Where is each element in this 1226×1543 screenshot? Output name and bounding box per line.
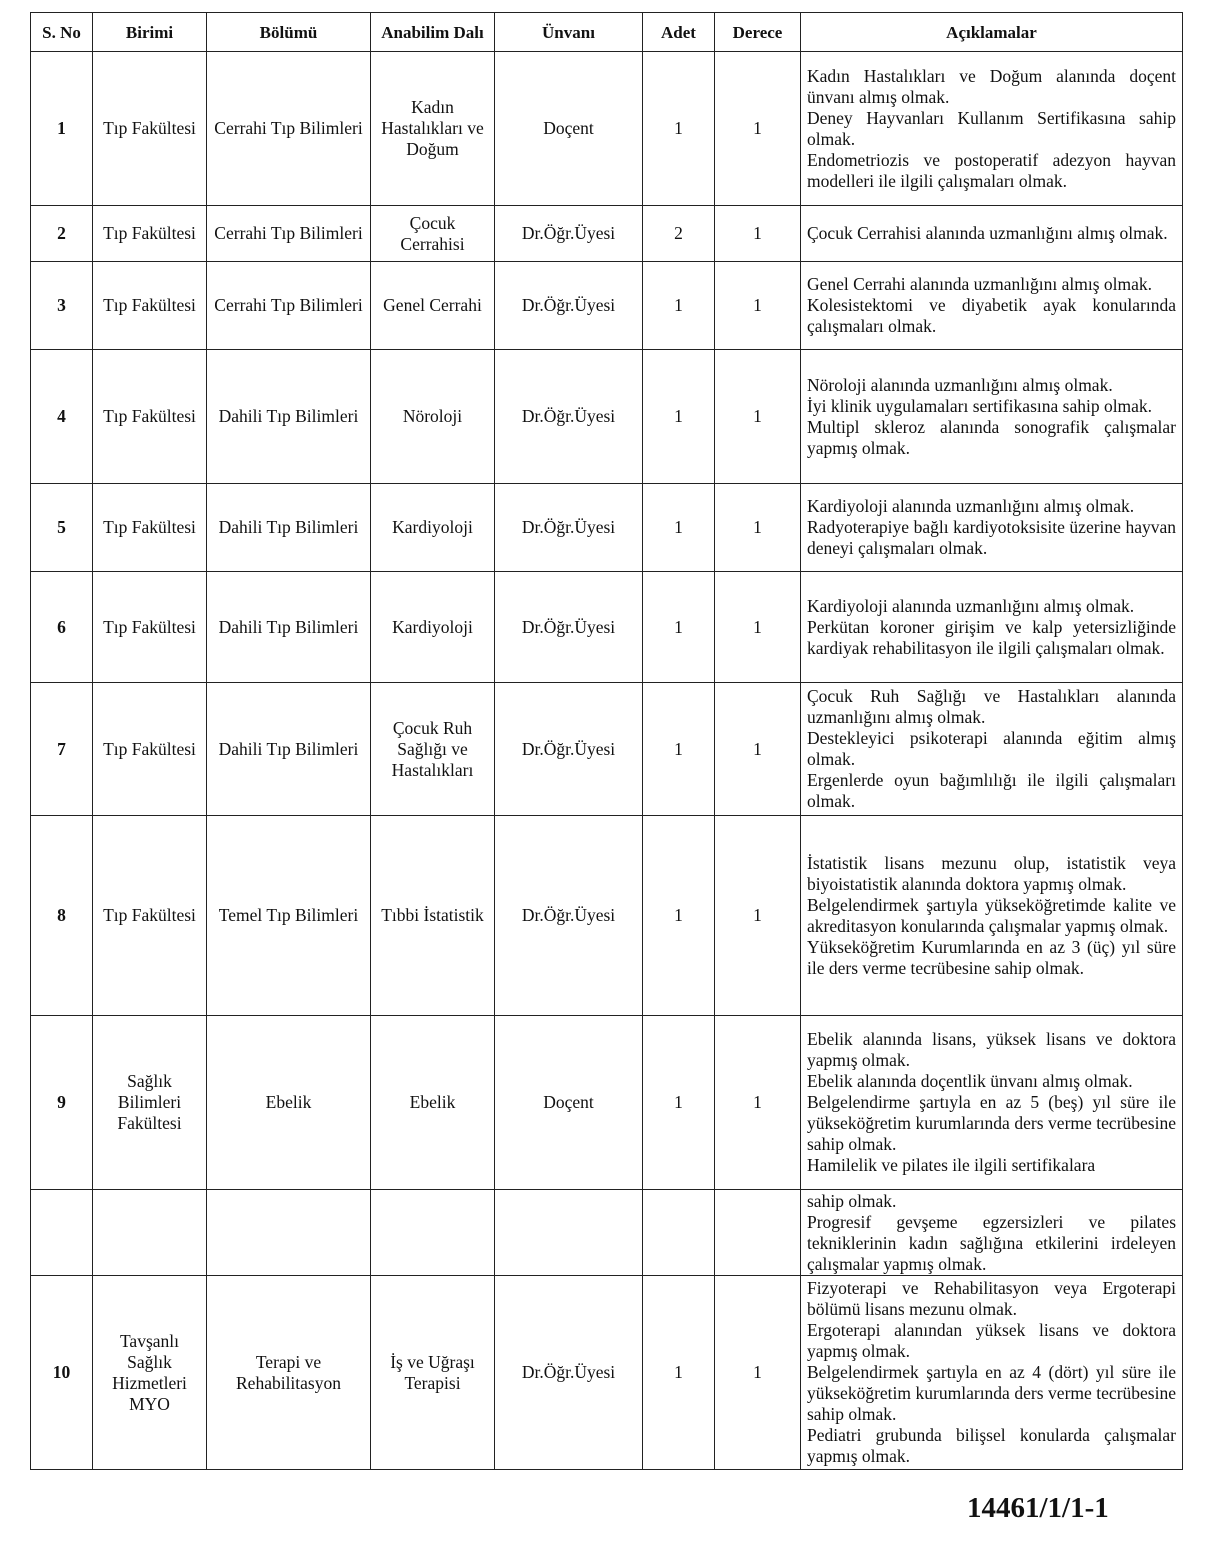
row-no: 1 <box>31 52 93 206</box>
row-derece: 1 <box>715 206 801 262</box>
row-derece: 1 <box>715 484 801 572</box>
desc-line: Pediatri grubunda bilişsel konularda çalışmalar yapmış olmak. <box>807 1425 1176 1466</box>
header-aciklamalar: Açıklamalar <box>801 13 1183 52</box>
document-code: 14461/1/1-1 <box>967 1492 1109 1524</box>
row-anabilim: İş ve Uğraşı Terapisi <box>371 1276 495 1470</box>
row-birimi: Tıp Fakültesi <box>93 683 207 816</box>
row-anabilim: Genel Cerrahi <box>371 262 495 350</box>
desc-line: sahip olmak. <box>807 1190 897 1211</box>
row-bolumu <box>207 1190 371 1276</box>
desc-line: Endometriozis ve postoperatif adezyon hayvan modelleri ile ilgili çalışmaları olmak. <box>807 149 1176 191</box>
row-description <box>801 572 1183 683</box>
table-row <box>31 1276 1183 1470</box>
desc-line: Çocuk Ruh Sağlığı ve Hastalıkları alanında uzmanlığını almış olmak. <box>807 686 1176 727</box>
desc-line: Belgelendirmek şartıyla yükseköğretimde kalite ve akreditasyon konularında çalışmalar yapmış olmak. <box>807 894 1176 936</box>
desc-line: İyi klinik uygulamaları sertifikasına sahip olmak. <box>807 395 1153 416</box>
desc-line: Belgelendirmek şartıyla en az 4 (dört) yıl süre ile yükseköğretim kurumlarında ders verme tecrübesine sahip olmak. <box>807 1362 1176 1424</box>
row-anabilim: Çocuk Ruh Sağlığı ve Hastalıkları <box>371 683 495 816</box>
desc-line: Ergoterapi alanından yüksek lisans ve doktora yapmış olmak. <box>807 1320 1176 1361</box>
row-description <box>801 1276 1183 1470</box>
row-no: 9 <box>31 1016 93 1190</box>
row-adet: 1 <box>643 350 715 484</box>
row-bolumu: Cerrahi Tıp Bilimleri <box>207 262 371 350</box>
table-row <box>31 262 1183 350</box>
row-adet: 1 <box>643 1016 715 1190</box>
row-adet: 1 <box>643 1276 715 1470</box>
desc-line: Progresif gevşeme egzersizleri ve pilates tekniklerinin kadın sağlığına etkilerini irdeleyen çalışmalar yapmış olmak. <box>807 1211 1176 1274</box>
row-adet: 1 <box>643 262 715 350</box>
desc-line: Radyoterapiye bağlı kardiyotoksisite üzerine hayvan deneyi çalışmaları olmak. <box>807 517 1176 558</box>
row-unvani: Dr.Öğr.Üyesi <box>495 262 643 350</box>
row-unvani <box>495 1190 643 1276</box>
row-birimi: Tıp Fakültesi <box>93 484 207 572</box>
row-adet: 1 <box>643 52 715 206</box>
row-birimi: Tıp Fakültesi <box>93 262 207 350</box>
row-bolumu: Ebelik <box>207 1016 371 1190</box>
table-row <box>31 572 1183 683</box>
row-no: 2 <box>31 206 93 262</box>
row-no: 5 <box>31 484 93 572</box>
row-birimi: Sağlık Bilimleri Fakültesi <box>93 1016 207 1190</box>
row-anabilim: Nöroloji <box>371 350 495 484</box>
header-birimi: Birimi <box>93 13 207 52</box>
table-row <box>31 484 1183 572</box>
row-birimi <box>93 1190 207 1276</box>
desc-line: Kardiyoloji alanında uzmanlığını almış olmak. <box>807 496 1135 516</box>
row-derece: 1 <box>715 683 801 816</box>
row-description <box>801 262 1183 350</box>
desc-line: Ebelik alanında lisans, yüksek lisans ve doktora yapmış olmak. <box>807 1029 1176 1070</box>
desc-line: Belgelendirme şartıyla en az 5 (beş) yıl süre ile yükseköğretim kurumlarında ders verme tecrübesine sahip olmak. <box>807 1092 1176 1154</box>
row-anabilim: Kardiyoloji <box>371 572 495 683</box>
header-unvani: Ünvanı <box>495 13 643 52</box>
row-anabilim: Ebelik <box>371 1016 495 1190</box>
header-derece: Derece <box>715 13 801 52</box>
row-no: 4 <box>31 350 93 484</box>
row-bolumu: Terapi ve Rehabilitasyon <box>207 1276 371 1470</box>
row-birimi: Tıp Fakültesi <box>93 816 207 1016</box>
row-derece: 1 <box>715 1016 801 1190</box>
row-anabilim: Kardiyoloji <box>371 484 495 572</box>
table-row <box>31 816 1183 1016</box>
desc-line: Fizyoterapi ve Rehabilitasyon veya Ergoterapi bölümü lisans mezunu olmak. <box>807 1278 1176 1319</box>
row-derece: 1 <box>715 816 801 1016</box>
row-derece: 1 <box>715 262 801 350</box>
table-row <box>31 206 1183 262</box>
row-description <box>801 350 1183 484</box>
row-unvani: Doçent <box>495 52 643 206</box>
row-description <box>801 484 1183 572</box>
row-unvani: Dr.Öğr.Üyesi <box>495 1276 643 1470</box>
row-unvani: Dr.Öğr.Üyesi <box>495 816 643 1016</box>
row-description <box>801 52 1183 206</box>
header-sno: S. No <box>31 13 93 52</box>
row-unvani: Dr.Öğr.Üyesi <box>495 206 643 262</box>
row-no: 10 <box>31 1276 93 1470</box>
row-derece: 1 <box>715 1276 801 1470</box>
row-bolumu: Temel Tıp Bilimleri <box>207 816 371 1016</box>
row-no <box>31 1190 93 1276</box>
row-derece: 1 <box>715 572 801 683</box>
desc-line: İstatistik lisans mezunu olup, istatistik veya biyoistatistik alanında doktora yapmış olmak. <box>807 852 1176 894</box>
row-bolumu: Dahili Tıp Bilimleri <box>207 350 371 484</box>
row-anabilim <box>371 1190 495 1276</box>
row-derece: 1 <box>715 350 801 484</box>
row-no: 6 <box>31 572 93 683</box>
row-description <box>801 1016 1183 1190</box>
desc-line: Perkütan koroner girişim ve kalp yetersizliğinde kardiyak rehabilitasyon ile ilgili çalışmaları olmak. <box>807 616 1176 658</box>
row-unvani: Doçent <box>495 1016 643 1190</box>
desc-line: Destekleyici psikoterapi alanında eğitim almış olmak. <box>807 728 1176 769</box>
row-unvani: Dr.Öğr.Üyesi <box>495 484 643 572</box>
table-row <box>31 350 1183 484</box>
desc-line: Nöroloji alanında uzmanlığını almış olmak. <box>807 374 1113 395</box>
row-anabilim: Çocuk Cerrahisi <box>371 206 495 262</box>
row-derece <box>715 1190 801 1276</box>
row-description <box>801 1190 1183 1276</box>
desc-line: Ergenlerde oyun bağımlılığı ile ilgili çalışmaları olmak. <box>807 770 1176 811</box>
desc-line: Multipl skleroz alanında sonografik çalışmalar yapmış olmak. <box>807 416 1176 458</box>
row-bolumu: Dahili Tıp Bilimleri <box>207 683 371 816</box>
row-bolumu: Cerrahi Tıp Bilimleri <box>207 52 371 206</box>
row-birimi: Tıp Fakültesi <box>93 350 207 484</box>
row-birimi: Tıp Fakültesi <box>93 52 207 206</box>
desc-line: Kolesistektomi ve diyabetik ayak konularında çalışmaları olmak. <box>807 295 1176 336</box>
positions-table <box>30 12 1183 1470</box>
table-row <box>31 1016 1183 1190</box>
row-no: 3 <box>31 262 93 350</box>
row-birimi: Tıp Fakültesi <box>93 206 207 262</box>
row-no: 7 <box>31 683 93 816</box>
table-row <box>31 683 1183 816</box>
desc-line: Deney Hayvanları Kullanım Sertifikasına sahip olmak. <box>807 107 1176 149</box>
row-unvani: Dr.Öğr.Üyesi <box>495 350 643 484</box>
desc-line: Ebelik alanında doçentlik ünvanı almış olmak. <box>807 1071 1133 1091</box>
desc-line: Kardiyoloji alanında uzmanlığını almış olmak. <box>807 595 1135 616</box>
row-unvani: Dr.Öğr.Üyesi <box>495 572 643 683</box>
header-anabilim: Anabilim Dalı <box>371 13 495 52</box>
desc-line: Hamilelik ve pilates ile ilgili sertifikalara <box>807 1155 1096 1175</box>
desc-line: Kadın Hastalıkları ve Doğum alanında doçent ünvanı almış olmak. <box>807 65 1176 107</box>
table-row-continued <box>31 1190 1183 1276</box>
row-birimi: Tavşanlı Sağlık Hizmetleri MYO <box>93 1276 207 1470</box>
row-bolumu: Cerrahi Tıp Bilimleri <box>207 206 371 262</box>
row-derece: 1 <box>715 52 801 206</box>
desc-line: Çocuk Cerrahisi alanında uzmanlığını almış olmak. <box>807 223 1168 243</box>
row-adet: 1 <box>643 572 715 683</box>
row-no: 8 <box>31 816 93 1016</box>
row-adet: 1 <box>643 683 715 816</box>
row-adet: 1 <box>643 816 715 1016</box>
row-bolumu: Dahili Tıp Bilimleri <box>207 572 371 683</box>
row-adet: 1 <box>643 484 715 572</box>
header-row <box>31 13 1183 52</box>
header-adet: Adet <box>643 13 715 52</box>
desc-line: Yükseköğretim Kurumlarında en az 3 (üç) yıl süre ile ders verme tecrübesine sahip olmak. <box>807 936 1176 978</box>
row-birimi: Tıp Fakültesi <box>93 572 207 683</box>
row-description <box>801 206 1183 262</box>
row-adet <box>643 1190 715 1276</box>
row-description <box>801 683 1183 816</box>
row-unvani: Dr.Öğr.Üyesi <box>495 683 643 816</box>
row-anabilim: Kadın Hastalıkları ve Doğum <box>371 52 495 206</box>
row-description <box>801 816 1183 1016</box>
row-adet: 2 <box>643 206 715 262</box>
table-row <box>31 52 1183 206</box>
desc-line: Genel Cerrahi alanında uzmanlığını almış olmak. <box>807 274 1153 294</box>
row-anabilim: Tıbbi İstatistik <box>371 816 495 1016</box>
header-bolumu: Bölümü <box>207 13 371 52</box>
row-bolumu: Dahili Tıp Bilimleri <box>207 484 371 572</box>
